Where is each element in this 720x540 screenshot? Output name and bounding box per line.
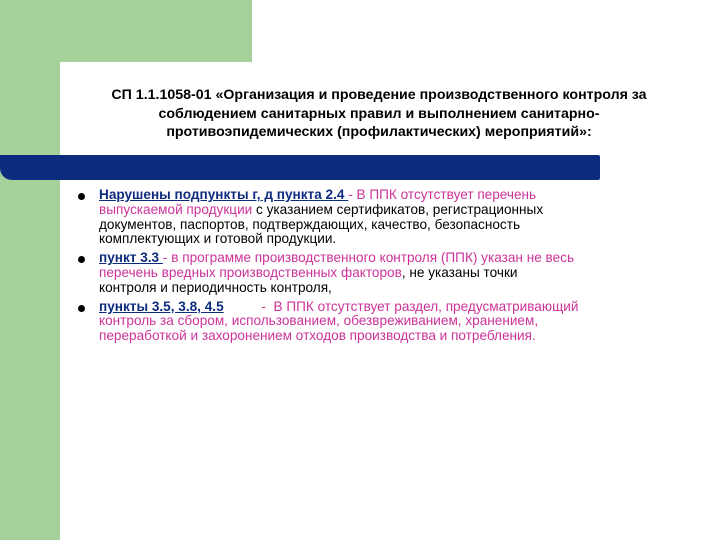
item-text-highlight: - в программе производственного контроля (ППК) указан не весь: [162, 250, 575, 266]
item-reference: Нарушены подпункты г, д пункта 2.4: [99, 187, 349, 202]
green-decor-block-left: [0, 62, 60, 540]
item-text-highlight: - В ППК отсутствует перечень: [348, 187, 537, 202]
item-text-highlight: выпускаемой продукции: [99, 201, 253, 217]
title-line-3: противоэпидемических (профилактических) мероприятий»:: [166, 124, 592, 140]
navy-divider-bar: [0, 155, 600, 180]
bullet-dot-icon: [78, 256, 85, 263]
item-line: [99, 251, 678, 266]
item-reference: пункт 3.3: [99, 250, 163, 266]
list-item: [78, 251, 678, 295]
item-line: комплектующих и готовой продукции.: [99, 231, 337, 247]
list-item: [78, 188, 678, 247]
bullet-dot-icon: [78, 193, 85, 200]
item-line: [99, 203, 678, 218]
item-text: , не указаны точки: [401, 264, 518, 280]
item-line: [99, 266, 678, 281]
item-text: с указанием сертификатов, регистрационных: [252, 201, 544, 217]
item-line: переработкой и захоронением отходов производства и потребления.: [99, 328, 536, 344]
green-decor-block-top: [0, 0, 252, 62]
item-line: контроля и периодичность контроля,: [99, 279, 332, 295]
title-line-1: СП 1.1.1058-01 «Организация и проведение производственного контроля за: [111, 87, 647, 103]
bullet-list: [78, 188, 678, 348]
slide-title: [70, 86, 688, 142]
title-line-2: соблюдением санитарных правил и выполнением санитарно-: [158, 105, 600, 122]
bullet-dot-icon: [78, 305, 85, 312]
list-item: [78, 300, 678, 344]
item-line: документов, паспортов, подтверждающих, качество, безопасность: [99, 216, 521, 232]
item-text-highlight: - В ППК отсутствует раздел, предусматривающий: [223, 298, 579, 314]
item-reference: пункты 3.5, 3.8, 4.5: [99, 298, 224, 314]
item-line: контроль за сбором, использованием, обезвреживанием, хранением,: [99, 313, 539, 329]
item-text-highlight: перечень вредных производственных факторов: [99, 264, 402, 280]
item-line: [99, 300, 678, 315]
item-line: [99, 188, 678, 203]
